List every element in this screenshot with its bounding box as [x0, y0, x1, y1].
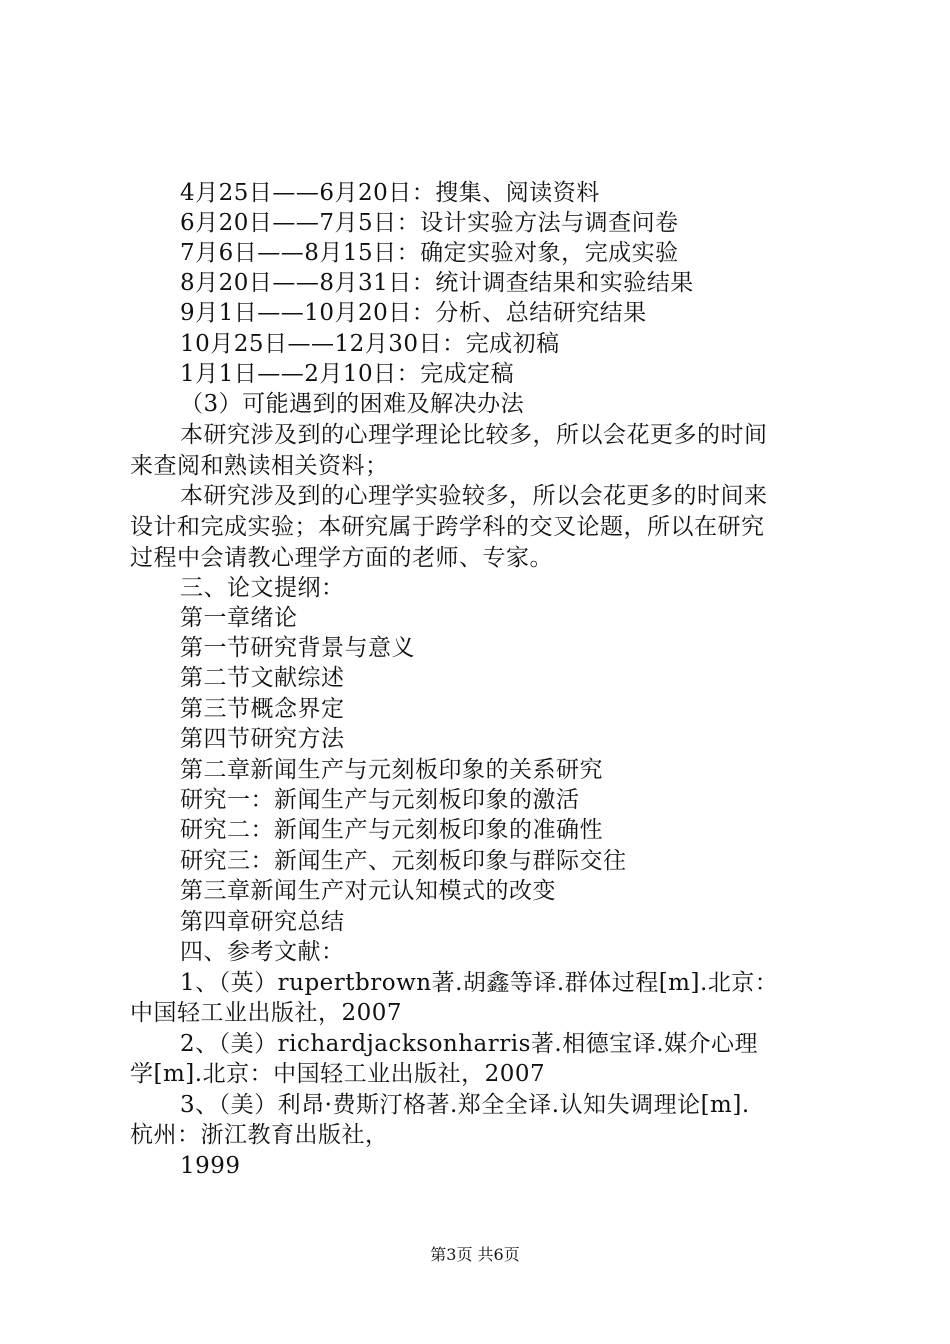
- reference-line: 3、（美）利昂·费斯汀格著.郑全全译.认知失调理论[m].: [180, 1092, 750, 1118]
- paragraph-line: 本研究涉及到的心理学实验较多，所以会花更多的时间来: [180, 483, 768, 509]
- schedule-line: 6月20日——7月5日：设计实验方法与调查问卷: [180, 210, 679, 236]
- outline-item: 研究二：新闻生产与元刻板印象的准确性: [180, 817, 603, 843]
- outline-item: 第一节研究背景与意义: [180, 635, 415, 661]
- reference-line: 1、（英）rupertbrown著.胡鑫等译.群体过程[m].北京：: [180, 970, 779, 996]
- reference-line: 杭州：浙江教育出版社，: [130, 1122, 389, 1148]
- reference-line: 1999: [180, 1153, 241, 1179]
- outline-item: 第三章新闻生产对元认知模式的改变: [180, 878, 556, 904]
- schedule-line: 4月25日——6月20日：搜集、阅读资料: [180, 180, 600, 206]
- schedule-line: 1月1日——2月10日：完成定稿: [180, 361, 515, 387]
- outline-item: 研究一：新闻生产与元刻板印象的激活: [180, 787, 580, 813]
- reference-line: 学[m].北京：中国轻工业出版社，2007: [130, 1061, 546, 1087]
- reference-line: 中国轻工业出版社，2007: [130, 1000, 403, 1026]
- page-number-footer: 第3页 共6页: [430, 1245, 520, 1264]
- paragraph-line: 过程中会请教心理学方面的老师、专家。: [130, 545, 553, 571]
- section-heading: 三、论文提纲：: [180, 575, 345, 601]
- paragraph-line: 设计和完成实验；本研究属于跨学科的交叉论题，所以在研究: [130, 514, 765, 540]
- outline-item: 第四章研究总结: [180, 909, 345, 935]
- outline-item: 第四节研究方法: [180, 726, 345, 752]
- outline-item: 研究三：新闻生产、元刻板印象与群际交往: [180, 848, 627, 874]
- schedule-line: 9月1日——10月20日：分析、总结研究结果: [180, 300, 647, 326]
- outline-item: 第二章新闻生产与元刻板印象的关系研究: [180, 757, 603, 783]
- schedule-line: 7月6日——8月15日：确定实验对象，完成实验: [180, 240, 679, 266]
- paragraph-line: 本研究涉及到的心理学理论比较多，所以会花更多的时间: [180, 422, 768, 448]
- outline-item: 第二节文献综述: [180, 665, 345, 691]
- outline-item: 第三节概念界定: [180, 696, 345, 722]
- schedule-line: 8月20日——8月31日：统计调查结果和实验结果: [180, 270, 694, 296]
- paragraph-line: 来查阅和熟读相关资料；: [130, 453, 389, 479]
- schedule-line: 10月25日——12月30日：完成初稿: [180, 331, 560, 357]
- outline-item: 第一章绪论: [180, 605, 298, 631]
- section-heading: （3）可能遇到的困难及解决办法: [180, 391, 525, 417]
- reference-line: 2、（美）richardjacksonharris著.相德宝译.媒介心理: [180, 1031, 759, 1057]
- section-heading: 四、参考文献：: [180, 939, 345, 965]
